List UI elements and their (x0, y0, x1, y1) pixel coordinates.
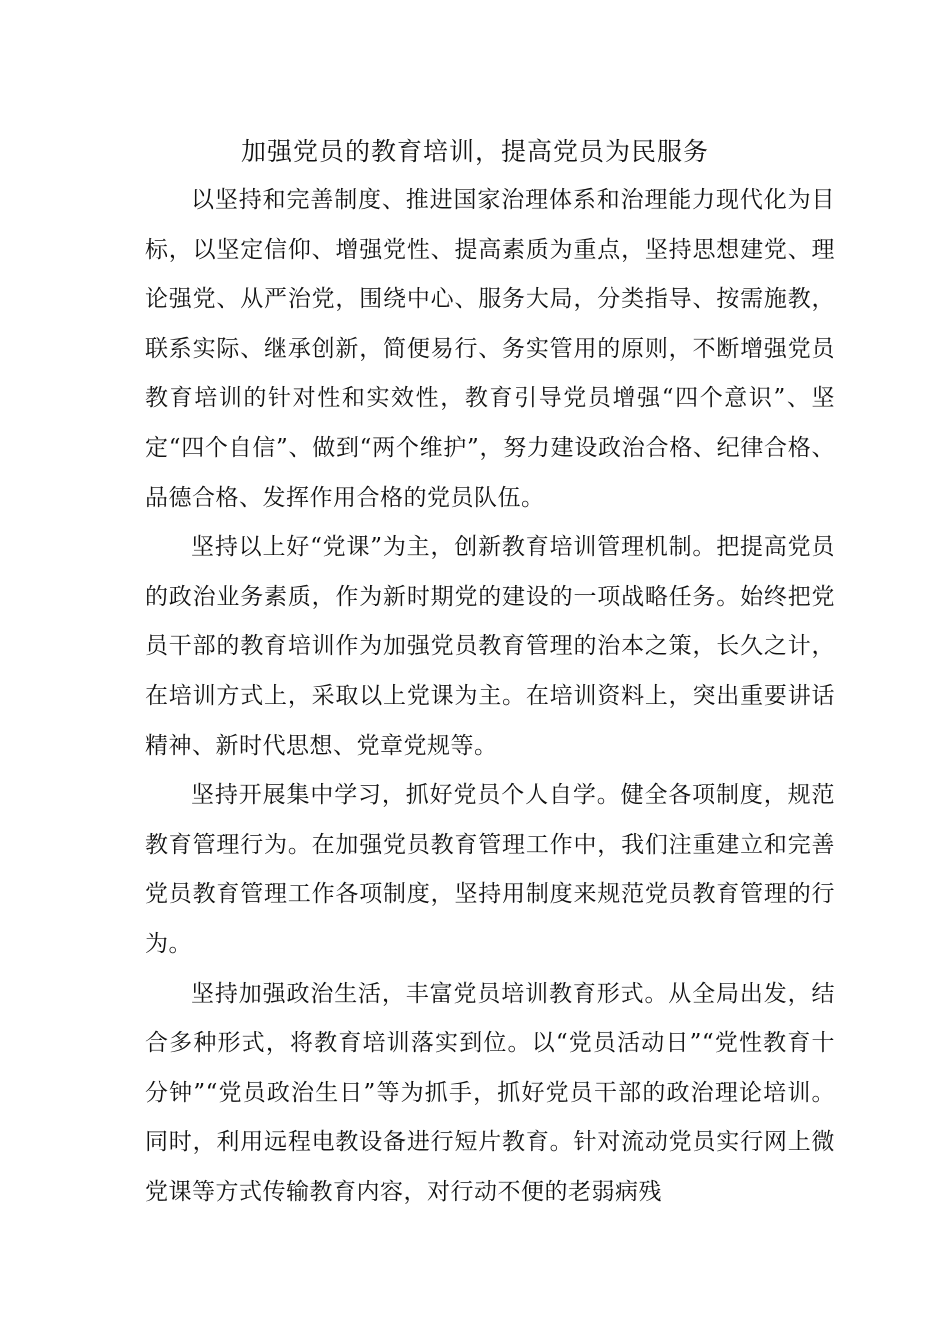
paragraph-3: 坚持开展集中学习，抓好党员个人自学。健全各项制度，规范教育管理行为。在加强党员教育管理工作中，我们注重建立和完善党员教育管理工作各项制度，坚持用制度来规范党员教育管理的行为。 (145, 782, 835, 957)
document-body (145, 176, 835, 1217)
paragraph-1: 以坚持和完善制度、推进国家治理体系和治理能力现代化为目标，以坚定信仰、增强党性、提高素质为重点，坚持思想建党、理论强党、从严治党，围绕中心、服务大局，分类指导、按需施教，联系实际、继承创新，简便易行、务实管用的原则，不断增强党员教育培训的针对性和实效性，教育引导党员增强“四个意识”、坚定“四个自信”、做到“两个维护”，努力建设政治合格、纪律合格、品德合格、发挥作用合格的党员队伍。 (145, 187, 835, 511)
document-title: 加强党员的教育培训，提高党员为民服务 (240, 137, 709, 166)
paragraph-2: 坚持以上好“党课”为主，创新教育培训管理机制。把提高党员的政治业务素质，作为新时期党的建设的一项战略任务。始终把党员干部的教育培训作为加强党员教育管理的治本之策，长久之计，在培训方式上，采取以上党课为主。在培训资料上，突出重要讲话精神、新时代思想、党章党规等。 (145, 534, 835, 759)
paragraph-4: 坚持加强政治生活，丰富党员培训教育形式。从全局出发，结合多种形式，将教育培训落实到位。以“党员活动日”“党性教育十分钟”“党员政治生日”等为抓手，抓好党员干部的政治理论培训。同时，利用远程电教设备进行短片教育。针对流动党员实行网上微党课等方式传输教育内容，对行动不便的老弱病残 (145, 980, 835, 1205)
